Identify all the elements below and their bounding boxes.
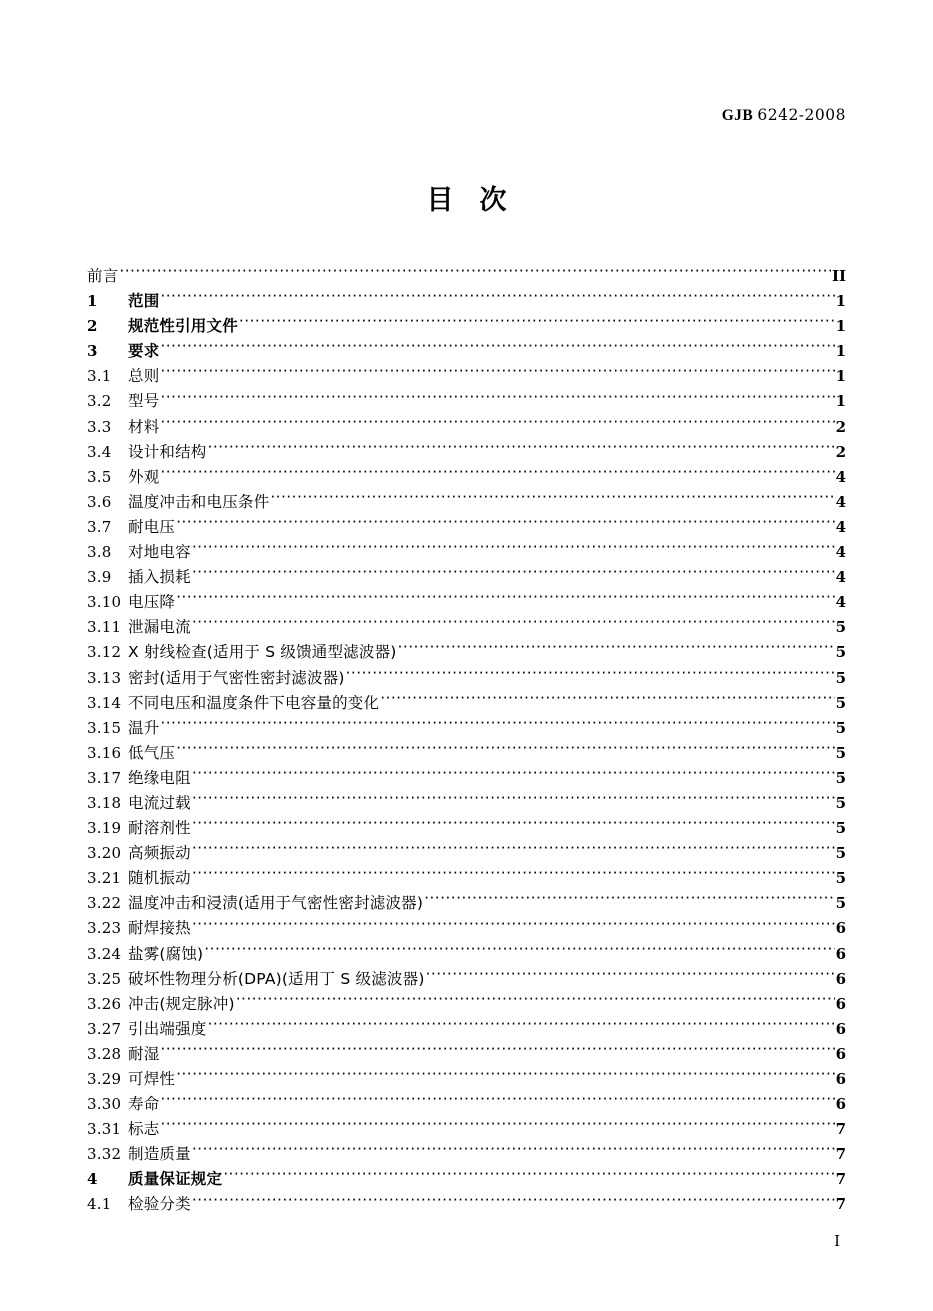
toc-entry-number: 3.24 [87,944,122,963]
toc-entry-page: 5 [835,618,846,637]
toc-entry-number: 3.7 [87,517,112,536]
toc-entry-label: 插入损耗 [128,568,191,587]
toc-dot-leader [160,466,834,482]
toc-dot-leader [176,592,834,608]
toc-entry-label: 质量保证规定 [128,1170,223,1189]
standard-code: GJB [721,107,754,124]
toc-entry[interactable] [87,314,846,339]
toc-dot-leader [192,843,835,859]
toc-entry-label: 耐溶剂性 [128,819,191,838]
toc-entry[interactable] [87,891,846,916]
toc-entry-page: 5 [835,668,846,687]
toc-entry[interactable] [87,440,846,465]
toc-entry-number: 3.30 [87,1095,122,1114]
toc-dot-leader [160,1043,834,1059]
toc-entry-page: 6 [835,1044,846,1063]
document-header [722,106,846,125]
toc-entry-page: 6 [835,1095,846,1114]
toc-entry-page: 4 [835,543,846,562]
toc-entry[interactable] [87,565,846,590]
toc-entry-number: 3.4 [87,442,112,461]
toc-entry[interactable] [87,289,846,314]
toc-entry-label: 制造质量 [128,1145,191,1164]
toc-entry-page: 6 [835,994,846,1013]
toc-entry-label: 材料 [128,417,160,436]
toc-entry[interactable] [87,1042,846,1067]
toc-entry[interactable] [87,1017,846,1042]
toc-entry-page: 7 [835,1195,846,1214]
toc-entry-number: 3.11 [87,618,122,637]
toc-dot-leader [160,1119,834,1135]
toc-entry-label: 要求 [128,342,160,361]
toc-entry-page: 4 [835,517,846,536]
toc-dot-leader [119,266,831,282]
toc-entry-number: 3.32 [87,1145,122,1164]
toc-entry[interactable] [87,415,846,440]
toc-entry-number: 3.23 [87,919,122,938]
toc-entry-label: 温度冲击和电压条件 [128,492,270,511]
toc-entry-page: 5 [835,718,846,737]
toc-dot-leader [192,617,835,633]
toc-entry-page: 5 [835,869,846,888]
toc-entry-number: 3.25 [87,969,122,988]
toc-entry[interactable] [87,716,846,741]
toc-entry[interactable] [87,339,846,364]
toc-entry-number: 2 [87,317,98,336]
toc-entry[interactable] [87,1067,846,1092]
toc-entry-page: 1 [835,342,846,361]
toc-entry-page: 7 [835,1145,846,1164]
toc-entry-page: 4 [835,568,846,587]
toc-entry-page: 6 [835,969,846,988]
toc-entry-number: 3.29 [87,1070,122,1088]
toc-entry[interactable] [87,841,846,866]
toc-entry-label: 耐湿 [128,1044,160,1063]
toc-entry[interactable] [87,465,846,490]
toc-entry-page: 4 [835,467,846,486]
standard-number: 6242-2008 [757,106,846,124]
toc-entry-label: 温升 [128,718,160,737]
toc-entry-label: 标志 [128,1120,160,1139]
toc-dot-leader [426,968,835,984]
toc-entry[interactable] [87,691,846,716]
toc-entry[interactable] [87,866,846,891]
toc-entry-page: 5 [835,793,846,812]
toc-dot-leader [192,767,835,783]
toc-entry-number: 3.12 [87,643,122,662]
toc-entry-number: 3.28 [87,1044,122,1063]
toc-entry-page: 5 [835,693,846,712]
toc-dot-leader [223,1169,834,1185]
toc-entry[interactable] [87,615,846,640]
toc-entry-number: 3.26 [87,994,122,1013]
toc-entry-label: 冲击(规定脉冲) [128,994,235,1013]
toc-entry-label: 总则 [128,367,160,386]
toc-entry-number: 4.1 [87,1195,112,1214]
table-of-contents [87,264,846,1218]
toc-entry-label: 泄漏电流 [128,618,191,637]
toc-entry-page: 5 [835,743,846,762]
toc-entry-page: 5 [835,819,846,838]
toc-entry-label: 盐雾(腐蚀) [128,944,204,963]
toc-entry[interactable] [87,364,846,389]
toc-entry-page: 1 [835,367,846,386]
toc-entry-number: 4 [87,1170,98,1189]
toc-entry-number: 3.16 [87,743,122,762]
toc-entry-page: 7 [835,1120,846,1139]
toc-entry[interactable] [87,791,846,816]
toc-entry[interactable] [87,540,846,565]
toc-dot-leader [160,1094,834,1110]
toc-entry-label: 检验分类 [128,1195,191,1214]
toc-entry-page: 5 [835,894,846,913]
toc-entry[interactable] [87,816,846,841]
toc-dot-leader [192,918,835,934]
toc-entry-label: 可焊性 [128,1070,176,1088]
toc-entry-number: 3.18 [87,793,122,812]
toc-entry-page: 4 [835,492,846,511]
toc-entry-label: 高频振动 [128,844,191,863]
toc-entry[interactable] [87,1142,846,1167]
toc-dot-leader [160,717,834,733]
toc-dot-leader [160,291,834,307]
toc-dot-leader [424,893,834,909]
toc-entry-number: 3.3 [87,417,112,436]
toc-entry-label: 前言 [87,267,119,285]
toc-dot-leader [239,316,835,332]
toc-dot-leader [160,416,834,432]
toc-entry-page: 1 [835,392,846,411]
toc-entry-label: 外观 [128,467,160,486]
toc-entry-page: 4 [835,593,846,612]
toc-entry-page: II [831,267,846,285]
toc-entry-label: 不同电压和温度条件下电容量的变化 [128,693,380,712]
toc-entry-page: 7 [835,1170,846,1189]
toc-entry-label: 绝缘电阻 [128,768,191,787]
toc-entry-number: 3.27 [87,1019,122,1038]
toc-entry-label: 电流过载 [128,793,191,812]
toc-entry-number: 3.31 [87,1120,122,1139]
toc-entry-page: 2 [835,442,846,461]
toc-entry-page: 5 [835,844,846,863]
toc-dot-leader [192,792,835,808]
toc-entry[interactable] [87,1167,846,1192]
toc-entry[interactable] [87,741,846,766]
toc-entry-page: 1 [835,292,846,311]
toc-entry-number: 3.15 [87,718,122,737]
toc-entry-page: 6 [835,1019,846,1038]
toc-entry-number: 3.22 [87,894,122,913]
toc-dot-leader [176,742,834,758]
toc-entry[interactable] [87,992,846,1017]
toc-entry-label: 电压降 [128,593,176,612]
toc-entry-label: 范围 [128,292,160,311]
toc-dot-leader [192,567,835,583]
toc-entry[interactable] [87,515,846,540]
toc-entry-label: 型号 [128,392,160,411]
toc-dot-leader [192,818,835,834]
toc-dot-leader [236,993,835,1009]
toc-dot-leader [204,943,834,959]
toc-dot-leader [192,542,835,558]
toc-dot-leader [208,1018,835,1034]
toc-entry[interactable] [87,942,846,967]
toc-entry-number: 3.8 [87,543,112,562]
toc-entry-label: 规范性引用文件 [128,317,238,336]
toc-dot-leader [160,341,834,357]
toc-entry[interactable] [87,916,846,941]
toc-entry-label: X 射线检查(适用于 S 级馈通型滤波器) [128,643,397,662]
toc-entry-number: 1 [87,292,98,311]
toc-entry-number: 3 [87,342,98,361]
toc-entry[interactable] [87,967,846,992]
toc-dot-leader [270,491,834,507]
toc-dot-leader [160,391,834,407]
toc-entry[interactable] [87,640,846,665]
toc-entry-number: 3.21 [87,869,122,888]
toc-entry[interactable] [87,590,846,615]
toc-entry[interactable] [87,490,846,515]
toc-entry[interactable] [87,766,846,791]
toc-entry-label: 耐电压 [128,517,176,536]
toc-entry[interactable] [87,389,846,414]
toc-entry-label: 设计和结构 [128,442,207,461]
toc-dot-leader [208,441,835,457]
toc-entry[interactable] [87,1092,846,1117]
toc-entry-label: 随机振动 [128,869,191,888]
toc-entry-number: 3.19 [87,819,122,838]
toc-entry-label: 密封(适用于气密性密封滤波器) [128,668,345,687]
toc-entry-page: 1 [835,317,846,336]
toc-dot-leader [176,516,834,532]
toc-entry-number: 3.9 [87,568,112,587]
toc-entry-number: 3.2 [87,392,112,411]
toc-entry[interactable] [87,666,846,691]
toc-entry-number: 3.14 [87,693,122,712]
toc-entry-page: 2 [835,417,846,436]
toc-entry-number: 3.20 [87,844,122,863]
toc-entry-page: 5 [835,768,846,787]
toc-entry-label: 低气压 [128,743,176,762]
toc-dot-leader [192,1194,835,1210]
toc-entry-number: 3.17 [87,768,122,787]
toc-entry[interactable] [87,264,846,289]
toc-entry-number: 3.6 [87,492,112,511]
toc-dot-leader [192,868,835,884]
toc-dot-leader [176,1069,834,1085]
toc-entry-number: 3.10 [87,593,122,612]
toc-entry-page: 6 [835,919,846,938]
toc-entry-label: 耐焊接热 [128,919,191,938]
toc-entry-page: 6 [835,1070,846,1088]
toc-entry-label: 破坏性物理分析(DPA)(适用丁 S 级滤波器) [128,969,425,988]
toc-entry-label: 对地电容 [128,543,191,562]
page-title: 目次 [426,185,533,216]
toc-entry-number: 3.5 [87,467,112,486]
toc-entry-label: 引出端强度 [128,1019,207,1038]
toc-entry[interactable] [87,1192,846,1217]
toc-entry-label: 寿命 [128,1095,160,1114]
toc-entry-number: 3.13 [87,668,122,687]
toc-entry-page: 6 [835,944,846,963]
toc-dot-leader [398,642,835,658]
toc-dot-leader [380,692,834,708]
toc-entry-number: 3.1 [87,367,112,386]
footer-page-number: I [834,1232,840,1250]
toc-dot-leader [346,667,835,683]
toc-dot-leader [160,366,834,382]
toc-entry[interactable] [87,1117,846,1142]
toc-entry-label: 温度冲击和浸渍(适用于气密性密封滤波器) [128,894,424,913]
toc-entry-page: 5 [835,643,846,662]
toc-dot-leader [192,1144,835,1160]
